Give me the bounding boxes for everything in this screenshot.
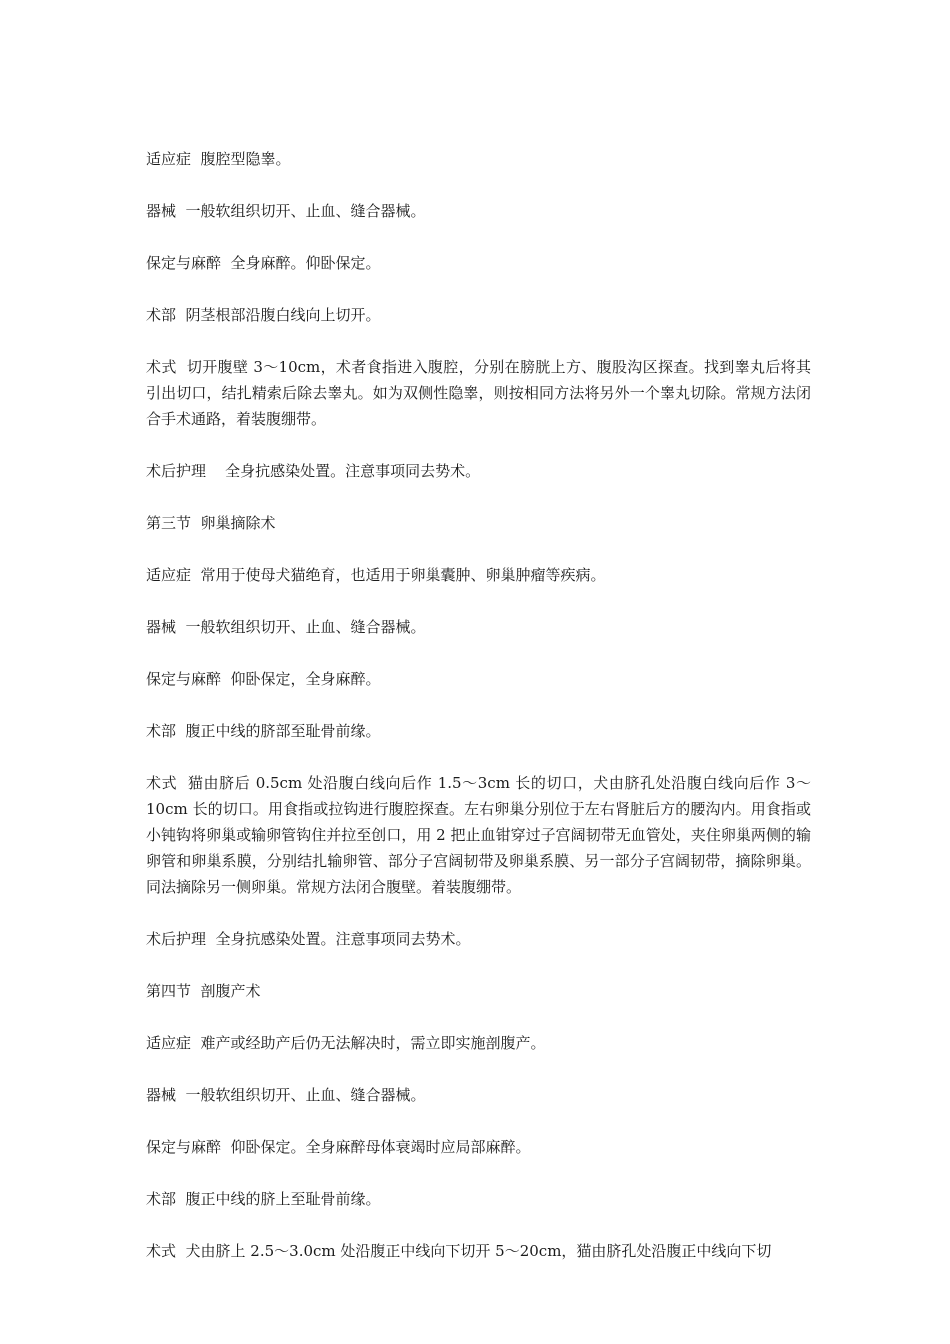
paragraph-procedure-1: 术式 切开腹壁 3～10cm，术者食指进入腹腔，分别在膀胱上方、腹股沟区探查。找到睾丸后将其引出切口，结扎精索后除去睾丸。如为双侧性隐睾，则按相同方法将另外一个睾丸切除。常规方法闭合手术通路，着装腹绷带。 — [146, 358, 811, 428]
paragraph-indication-3: 适应症 难产或经助产后仍无法解决时，需立即实施剖腹产。 — [146, 1034, 546, 1052]
section-heading-4: 第四节 剖腹产术 — [146, 982, 261, 1000]
paragraph-site-3: 术部 腹正中线的脐上至耻骨前缘。 — [146, 1190, 381, 1208]
paragraph-restraint-1: 保定与麻醉 全身麻醉。仰卧保定。 — [146, 254, 381, 272]
section-heading-3: 第三节 卵巢摘除术 — [146, 514, 276, 532]
paragraph-indication-1: 适应症 腹腔型隐睾。 — [146, 150, 291, 168]
paragraph-procedure-3: 术式 犬由脐上 2.5～3.0cm 处沿腹正中线向下切开 5～20cm，猫由脐孔处沿腹正中线向下切 — [146, 1242, 772, 1260]
paragraph-aftercare-1: 术后护理 全身抗感染处置。注意事项同去势术。 — [146, 462, 481, 480]
paragraph-instruments-3: 器械 一般软组织切开、止血、缝合器械。 — [146, 1086, 426, 1104]
paragraph-instruments-1: 器械 一般软组织切开、止血、缝合器械。 — [146, 202, 426, 220]
paragraph-instruments-2: 器械 一般软组织切开、止血、缝合器械。 — [146, 618, 426, 636]
paragraph-aftercare-2: 术后护理 全身抗感染处置。注意事项同去势术。 — [146, 930, 471, 948]
paragraph-indication-2: 适应症 常用于使母犬猫绝育，也适用于卵巢囊肿、卵巢肿瘤等疾病。 — [146, 566, 606, 584]
paragraph-site-1: 术部 阴茎根部沿腹白线向上切开。 — [146, 306, 381, 324]
paragraph-site-2: 术部 腹正中线的脐部至耻骨前缘。 — [146, 722, 381, 740]
document-body — [146, 146, 811, 1290]
paragraph-restraint-2: 保定与麻醉 仰卧保定，全身麻醉。 — [146, 670, 381, 688]
paragraph-restraint-3: 保定与麻醉 仰卧保定。全身麻醉母体衰竭时应局部麻醉。 — [146, 1138, 531, 1156]
paragraph-procedure-2: 术式 猫由脐后 0.5cm 处沿腹白线向后作 1.5～3cm 长的切口，犬由脐孔处沿腹白线向后作 3～10cm 长的切口。用食指或拉钩进行腹腔探查。左右卵巢分别位于左右肾脏后方的腰沟内。用食指或小钝钩将卵巢或输卵管钩住并拉至创口，用 2 把止血钳穿过子宫阔韧带无血管处，夹住卵巢两侧的输卵管和卵巢系膜，分别结扎输卵管、部分子宫阔韧带及卵巢系膜、另一部分子宫阔韧带，摘除卵巢。同法摘除另一侧卵巢。常规方法闭合腹壁。着装腹绷带。 — [146, 774, 811, 896]
